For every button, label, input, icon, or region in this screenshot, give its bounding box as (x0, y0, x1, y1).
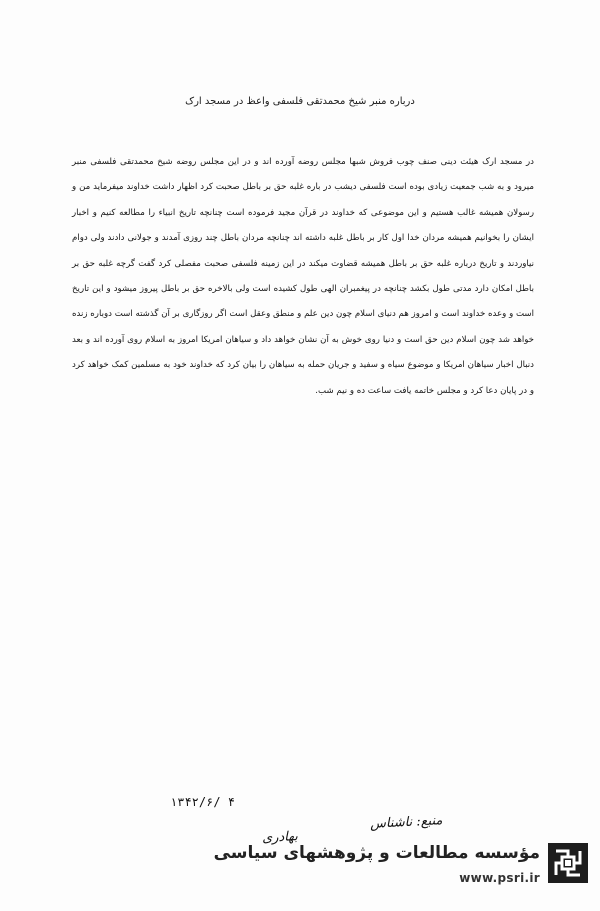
document-body (72, 150, 534, 404)
document-date: ۱۳۴۲/۶/ ۴ (170, 795, 236, 809)
institute-logo-icon (548, 843, 588, 883)
signature-name: بهادری (261, 829, 299, 846)
institute-name: مؤسسه مطالعات و پژوهشهای سیاسی (213, 843, 540, 863)
document-title: درباره منبر شیخ محمدتقی فلسفی واعظ در مسجد ارک (185, 96, 415, 107)
body-paragraph: در مسجد ارک هیئت دینی صنف چوب فروش شبها مجلس روضه آورده اند و در این مجلس روضه شیخ محمدتقی فلسفی منبر میرود و به شب جمعیت زیادی بوده است فلسفی دیشب در باره غلبه حق بر باطل صحبت کرد اظهار داشت خداوند میفرماید من و رسولان همیشه غالب هستیم و این موضوعی که خداوند در قرآن مجید فرموده است چنانچه تاریخ انبیاء را مطالعه کنیم و اخبار ایشان را بخوانیم همیشه مردان خدا اول کار بر باطل غلبه داشته اند چنانچه مردان باطل چند روزی آمدند و جولانی دادند ولی دوام نیاوردند و تاریخ درباره غلبه حق بر باطل همیشه قضاوت میکند در این زمینه فلسفی صحبت مفصلی کرد گفت گرچه غلبه حق بر باطل امکان دارد مدتی طول بکشد چنانچه در پیغمبران الهی طول کشیده است ولی بالاخره حق بر باطل پیروز میشود و این تاریخ است و وعده خداوند است و امروز هم دنیای اسلام چون دین علم و منطق وعقل است اگر روزگاری بر آن گذشته است دوباره زنده خواهد شد چون اسلام دین حق است و دنیا روی خوش به آن نشان خواهد داد و سیاهان امریکا امروز به اسلام روی آورده اند و بعد دنبال اخبار سیاهان امریکا و موضوع سیاه و سفید و جریان حمله به سیاهان را بیان کرد که خداوند خود به مسلمین کمک خواهد کرد و در پایان دعا کرد و مجلس خاتمه یافت ساعت ده و نیم شب. (72, 157, 534, 396)
institute-url[interactable]: www.psri.ir (459, 871, 540, 885)
signature-source: منبع: ناشناس (369, 813, 443, 832)
